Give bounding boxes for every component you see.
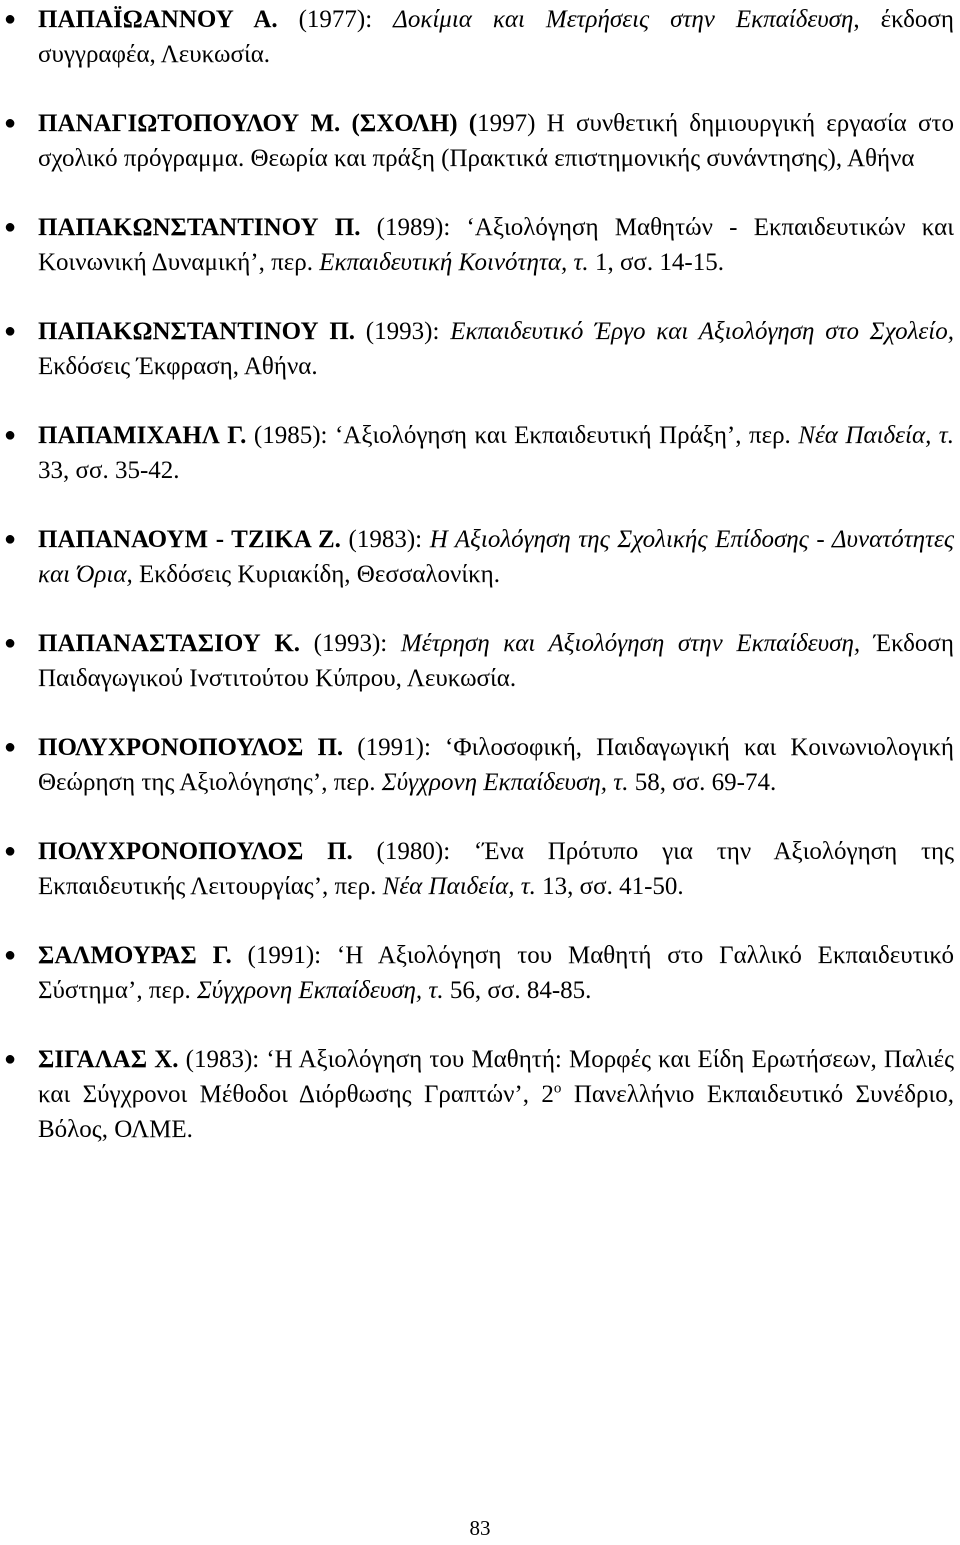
reference-details: Εκδόσεις Κυριακίδη, Θεσσαλονίκη. — [132, 561, 500, 588]
reference-details: 1997) Η συνθετική δημιουργική εργασία στο σχολικό πρόγραμμα. Θεωρία και πράξη (Πρακτικά επιστημονικής συνάντησης), Αθήνα — [38, 110, 954, 172]
reference-details: Εκδόσεις Έκφραση, Αθήνα. — [38, 353, 318, 380]
reference-list — [0, 2, 960, 1181]
bullet-icon: ● — [4, 632, 17, 654]
reference-details: , έκδοση συγγραφέα, Λευκωσία. — [38, 6, 954, 68]
bullet-icon: ● — [4, 1048, 17, 1070]
reference-item — [0, 418, 960, 488]
reference-year: (1989): ‘Αξιολόγηση Μαθητών - Εκπαιδευτικών και Κοινωνική Δυναμική’, περ. — [38, 214, 954, 276]
reference-title: Νέα Παιδεία, τ. — [382, 873, 536, 900]
reference-author: ΠΑΠΑΪΩΑΝΝΟΥ Α. — [38, 6, 278, 33]
reference-details: 56, σσ. 84-85. — [443, 977, 592, 1004]
reference-title: Εκπαιδευτική Κοινότητα, τ. — [319, 249, 589, 276]
reference-title: Νέα Παιδεία, τ. — [798, 422, 954, 449]
reference-item — [0, 834, 960, 904]
bullet-icon: ● — [4, 528, 17, 550]
reference-item — [0, 106, 960, 176]
bullet-icon: ● — [4, 216, 17, 238]
reference-year: (1983): — [340, 526, 430, 553]
reference-item — [0, 2, 960, 72]
reference-author: ΣΙΓΑΛΑΣ Χ. — [38, 1046, 179, 1073]
reference-title: Μέτρηση και Αξιολόγηση στην Εκπαίδευση, — [400, 630, 861, 657]
bullet-icon: ● — [4, 8, 17, 30]
reference-author: ΠΟΛΥΧΡΟΝΟΠΟΥΛΟΣ Π. — [38, 734, 344, 761]
bullet-icon: ● — [4, 944, 17, 966]
reference-title: Σύγχρονη Εκπαίδευση, τ. — [196, 977, 444, 1004]
reference-item — [0, 210, 960, 280]
reference-year: (1985): ‘Αξιολόγηση και Εκπαιδευτική Πράξη’, περ. — [246, 422, 799, 449]
reference-title: Εκπαιδευτικό Έργο και Αξιολόγηση στο Σχολείο, — [450, 318, 954, 345]
reference-details: 1, σσ. 14-15. — [588, 249, 724, 276]
reference-item — [0, 626, 960, 696]
bullet-icon: ● — [4, 736, 17, 758]
reference-author: ΠΑΠΑΝΑΣΤΑΣΙΟΥ Κ. — [38, 630, 301, 657]
bullet-icon: ● — [4, 840, 17, 862]
reference-details: 58, σσ. 69-74. — [628, 769, 777, 796]
bullet-icon: ● — [4, 320, 17, 342]
reference-author: ΣΑΛΜΟΥΡΑΣ Γ. — [38, 942, 232, 969]
reference-title: Σύγχρονη Εκπαίδευση, τ. — [381, 769, 629, 796]
reference-item — [0, 1042, 960, 1147]
bullet-icon: ● — [4, 112, 17, 134]
reference-title: Η Αξιολόγηση της Σχολικής Επίδοσης - Δυνατότητες και Όρια, — [38, 526, 954, 588]
reference-author: ΠΑΠΑΚΩΝΣΤΑΝΤΙΝΟΥ Π. — [38, 214, 361, 241]
reference-year: (1991): ‘Η Αξιολόγηση του Μαθητή στο Γαλλικό Εκπαιδευτικό Σύστημα’, περ. — [38, 942, 954, 1004]
reference-year: (1993): — [355, 318, 451, 345]
reference-details: Έκδοση Παιδαγωγικού Ινστιτούτου Κύπρου, Λευκωσία. — [38, 630, 954, 692]
reference-item — [0, 938, 960, 1008]
reference-year: (1977): — [277, 6, 394, 33]
reference-item — [0, 730, 960, 800]
reference-author: ΠΑΠΑΜΙΧΑΗΛ Γ. — [38, 422, 247, 449]
reference-year: (1983): ‘Η Αξιολόγηση του Μαθητή: Μορφές και Είδη Ερωτήσεων, Παλιές και Σύγχρονοι Μέθοδοι Διόρθωσης Γραπτών’, 2 — [38, 1046, 954, 1108]
reference-details: 33, σσ. 35-42. — [38, 457, 180, 484]
reference-year: (1993): — [300, 630, 401, 657]
reference-author: ΠΟΛΥΧΡΟΝΟΠΟΥΛΟΣ Π. — [38, 838, 353, 865]
reference-title: Δοκίμια και Μετρήσεις στην Εκπαίδευση — [393, 6, 854, 33]
ordinal-superscript: ο — [553, 1080, 562, 1097]
reference-year: (1991): ‘Φιλοσοφική, Παιδαγωγική και Κοινωνιολογική Θεώρηση της Αξιολόγησης’, περ. — [38, 734, 954, 796]
reference-item — [0, 522, 960, 592]
reference-author: ΠΑΠΑΚΩΝΣΤΑΝΤΙΝΟΥ Π. — [38, 318, 356, 345]
reference-author: ΠΑΝΑΓΙΩΤΟΠΟΥΛΟΥ Μ. (ΣΧΟΛΗ) ( — [38, 110, 478, 137]
reference-year: (1980): ‘Ένα Πρότυπο για την Αξιολόγηση της Εκπαιδευτικής Λειτουργίας’, περ. — [38, 838, 954, 900]
reference-details: Πανελλήνιο Εκπαιδευτικό Συνέδριο, Βόλος, ΟΛΜΕ. — [38, 1081, 955, 1143]
reference-details: 13, σσ. 41-50. — [535, 873, 684, 900]
reference-author: ΠΑΠΑΝΑΟΥΜ - ΤΖΙΚΑ Ζ. — [38, 526, 341, 553]
reference-item — [0, 314, 960, 384]
page-number: 83 — [469, 1516, 491, 1540]
bullet-icon: ● — [4, 424, 17, 446]
